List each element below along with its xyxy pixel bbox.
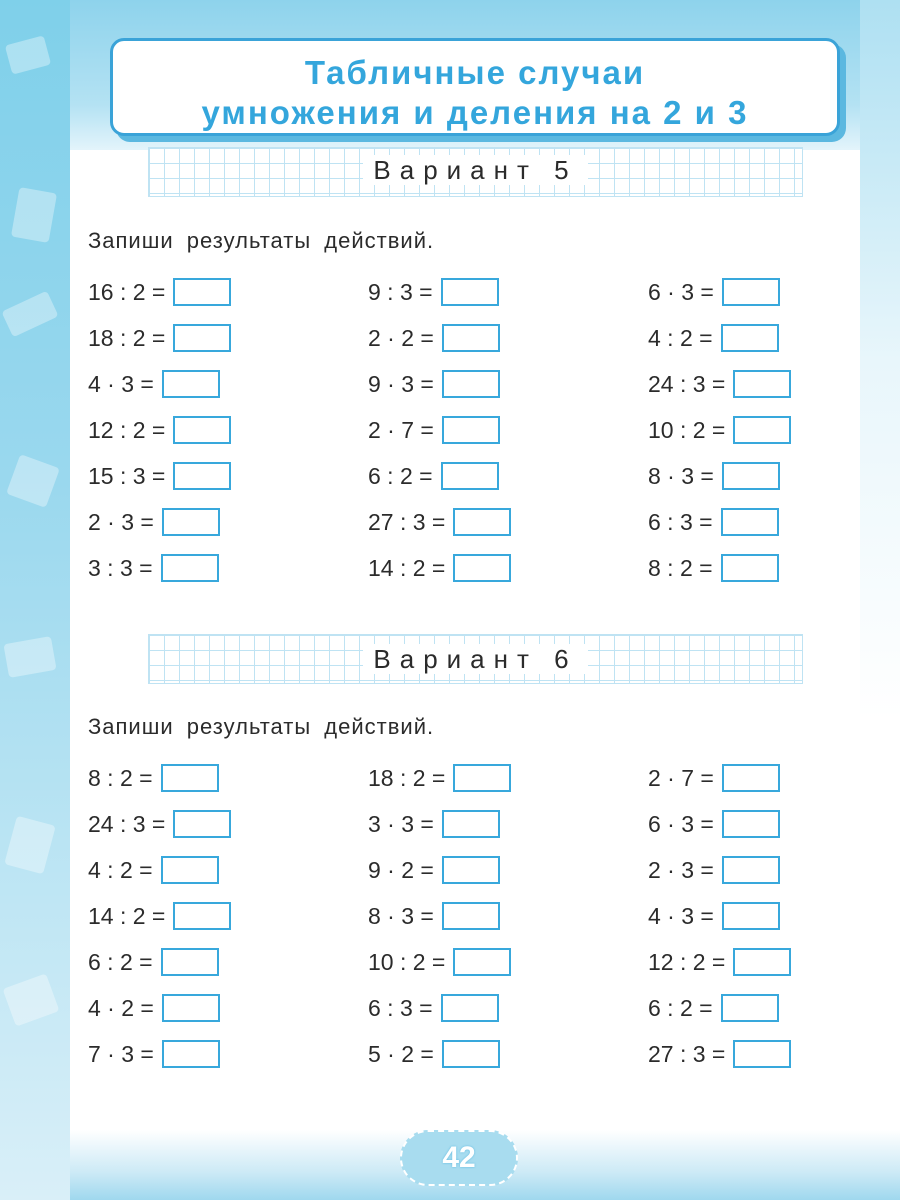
problem-item bbox=[88, 274, 231, 310]
answer-box[interactable] bbox=[162, 508, 220, 536]
answer-box[interactable] bbox=[161, 856, 219, 884]
problem-item bbox=[648, 274, 780, 310]
problem-item bbox=[368, 1036, 500, 1072]
answer-box[interactable] bbox=[722, 278, 780, 306]
answer-box[interactable] bbox=[161, 948, 219, 976]
problem-item bbox=[368, 274, 499, 310]
answer-box[interactable] bbox=[453, 508, 511, 536]
problem-expression: 6 · 3 = bbox=[648, 810, 714, 837]
problem-expression: 4 · 3 = bbox=[648, 902, 714, 929]
answer-box[interactable] bbox=[733, 370, 791, 398]
answer-box[interactable] bbox=[173, 416, 231, 444]
problem-expression: 3 : 3 = bbox=[88, 554, 153, 581]
triangle-ruler-icon bbox=[3, 973, 60, 1026]
problem-expression: 9 · 2 = bbox=[368, 856, 434, 883]
problem-expression: 18 : 2 = bbox=[368, 764, 446, 791]
answer-box[interactable] bbox=[733, 948, 791, 976]
answer-box[interactable] bbox=[442, 810, 500, 838]
problem-expression: 6 : 3 = bbox=[648, 508, 713, 535]
problem-item bbox=[648, 504, 779, 540]
answer-box[interactable] bbox=[162, 994, 220, 1022]
answer-box[interactable] bbox=[441, 462, 499, 490]
problem-item bbox=[88, 898, 231, 934]
title-box bbox=[110, 38, 840, 136]
answer-box[interactable] bbox=[453, 764, 511, 792]
problem-item bbox=[368, 760, 511, 796]
problem-item bbox=[368, 852, 500, 888]
problem-item bbox=[368, 458, 499, 494]
problem-expression: 24 : 3 = bbox=[648, 370, 726, 397]
answer-box[interactable] bbox=[442, 1040, 500, 1068]
problem-item bbox=[88, 550, 219, 586]
problem-item bbox=[648, 760, 780, 796]
problem-item bbox=[88, 852, 219, 888]
problem-item bbox=[648, 1036, 791, 1072]
variant-6-instruction: Запиши результаты действий. bbox=[88, 714, 435, 739]
problem-item bbox=[88, 366, 220, 402]
problem-item bbox=[368, 990, 499, 1026]
pencil-icon bbox=[4, 816, 56, 875]
problem-expression: 27 : 3 = bbox=[648, 1040, 726, 1067]
page-number-badge bbox=[400, 1130, 518, 1186]
variant-5-label: Вариант 5 bbox=[148, 155, 803, 186]
answer-box[interactable] bbox=[722, 810, 780, 838]
answer-box[interactable] bbox=[733, 416, 791, 444]
problem-expression: 6 : 2 = bbox=[368, 462, 433, 489]
problem-expression: 2 · 3 = bbox=[648, 856, 714, 883]
answer-box[interactable] bbox=[721, 324, 779, 352]
answer-box[interactable] bbox=[442, 324, 500, 352]
problem-item bbox=[88, 990, 220, 1026]
problem-expression: 2 · 2 = bbox=[368, 324, 434, 351]
right-decorative-edge bbox=[860, 0, 900, 1200]
title-line-2: умножения и деления на 2 и 3 bbox=[201, 94, 749, 131]
problem-expression: 6 : 2 = bbox=[648, 994, 713, 1021]
problem-expression: 4 : 2 = bbox=[88, 856, 153, 883]
answer-box[interactable] bbox=[722, 902, 780, 930]
problem-expression: 8 · 3 = bbox=[368, 902, 434, 929]
answer-box[interactable] bbox=[442, 370, 500, 398]
answer-box[interactable] bbox=[173, 324, 231, 352]
problem-item bbox=[648, 458, 780, 494]
problem-expression: 14 : 2 = bbox=[368, 554, 446, 581]
title-line-1: Табличные случаи bbox=[304, 54, 646, 91]
answer-box[interactable] bbox=[173, 462, 231, 490]
problem-item bbox=[648, 366, 791, 402]
answer-box[interactable] bbox=[162, 1040, 220, 1068]
problem-item bbox=[648, 944, 791, 980]
notebook-icon bbox=[6, 454, 60, 508]
problem-expression: 14 : 2 = bbox=[88, 902, 166, 929]
answer-box[interactable] bbox=[721, 554, 779, 582]
problem-expression: 24 : 3 = bbox=[88, 810, 166, 837]
answer-box[interactable] bbox=[441, 994, 499, 1022]
answer-box[interactable] bbox=[722, 856, 780, 884]
problem-item bbox=[88, 806, 231, 842]
problem-expression: 10 : 2 = bbox=[368, 948, 446, 975]
answer-box[interactable] bbox=[453, 948, 511, 976]
problem-expression: 16 : 2 = bbox=[88, 278, 166, 305]
answer-box[interactable] bbox=[722, 462, 780, 490]
problem-item bbox=[368, 806, 500, 842]
problem-expression: 2 · 7 = bbox=[368, 416, 434, 443]
answer-box[interactable] bbox=[733, 1040, 791, 1068]
problem-expression: 4 · 3 = bbox=[88, 370, 154, 397]
problem-expression: 5 · 2 = bbox=[368, 1040, 434, 1067]
problem-item bbox=[88, 458, 231, 494]
palette-icon bbox=[11, 187, 57, 243]
problem-expression: 4 : 2 = bbox=[648, 324, 713, 351]
problem-item bbox=[648, 852, 780, 888]
problem-item bbox=[368, 898, 500, 934]
answer-box[interactable] bbox=[442, 416, 500, 444]
problem-expression: 2 · 3 = bbox=[88, 508, 154, 535]
problem-expression: 9 : 3 = bbox=[368, 278, 433, 305]
answer-box[interactable] bbox=[441, 278, 499, 306]
problem-item bbox=[88, 1036, 220, 1072]
variant-6-label: Вариант 6 bbox=[148, 644, 803, 675]
problem-item bbox=[88, 320, 231, 356]
answer-box[interactable] bbox=[442, 856, 500, 884]
answer-box[interactable] bbox=[453, 554, 511, 582]
problem-item bbox=[88, 760, 219, 796]
answer-box[interactable] bbox=[173, 810, 231, 838]
problem-expression: 8 · 3 = bbox=[648, 462, 714, 489]
problem-item bbox=[88, 412, 231, 448]
answer-box[interactable] bbox=[161, 554, 219, 582]
page-number: 42 bbox=[442, 1141, 476, 1174]
left-decorative-strip bbox=[0, 0, 70, 1200]
problem-item bbox=[648, 898, 780, 934]
problem-item bbox=[88, 504, 220, 540]
problem-item bbox=[368, 412, 500, 448]
problem-item bbox=[368, 550, 511, 586]
answer-box[interactable] bbox=[722, 764, 780, 792]
problem-expression: 8 : 2 = bbox=[648, 554, 713, 581]
answer-box[interactable] bbox=[161, 764, 219, 792]
answer-box[interactable] bbox=[721, 508, 779, 536]
problem-item bbox=[648, 320, 779, 356]
problem-expression: 3 · 3 = bbox=[368, 810, 434, 837]
problem-expression: 6 · 3 = bbox=[648, 278, 714, 305]
answer-box[interactable] bbox=[173, 278, 231, 306]
problem-expression: 12 : 2 = bbox=[88, 416, 166, 443]
problem-item bbox=[368, 366, 500, 402]
problem-expression: 27 : 3 = bbox=[368, 508, 446, 535]
problem-expression: 6 : 2 = bbox=[88, 948, 153, 975]
book-icon bbox=[1, 291, 58, 338]
problem-item bbox=[648, 412, 791, 448]
backpack-icon bbox=[3, 636, 56, 678]
problem-expression: 9 · 3 = bbox=[368, 370, 434, 397]
problem-expression: 6 : 3 = bbox=[368, 994, 433, 1021]
problem-item bbox=[648, 990, 779, 1026]
problem-item bbox=[368, 504, 511, 540]
problem-expression: 18 : 2 = bbox=[88, 324, 166, 351]
answer-box[interactable] bbox=[173, 902, 231, 930]
problem-expression: 10 : 2 = bbox=[648, 416, 726, 443]
problem-expression: 7 · 3 = bbox=[88, 1040, 154, 1067]
answer-box[interactable] bbox=[442, 902, 500, 930]
problem-item bbox=[648, 550, 779, 586]
problem-expression: 4 · 2 = bbox=[88, 994, 154, 1021]
answer-box[interactable] bbox=[721, 994, 779, 1022]
answer-box[interactable] bbox=[162, 370, 220, 398]
school-supplies-icon bbox=[5, 35, 51, 74]
problem-item bbox=[88, 944, 219, 980]
problem-expression: 8 : 2 = bbox=[88, 764, 153, 791]
problem-expression: 12 : 2 = bbox=[648, 948, 726, 975]
problem-item bbox=[368, 320, 500, 356]
problem-expression: 2 · 7 = bbox=[648, 764, 714, 791]
variant-5-instruction: Запиши результаты действий. bbox=[88, 228, 435, 253]
problem-expression: 15 : 3 = bbox=[88, 462, 166, 489]
problem-item bbox=[368, 944, 511, 980]
problem-item bbox=[648, 806, 780, 842]
